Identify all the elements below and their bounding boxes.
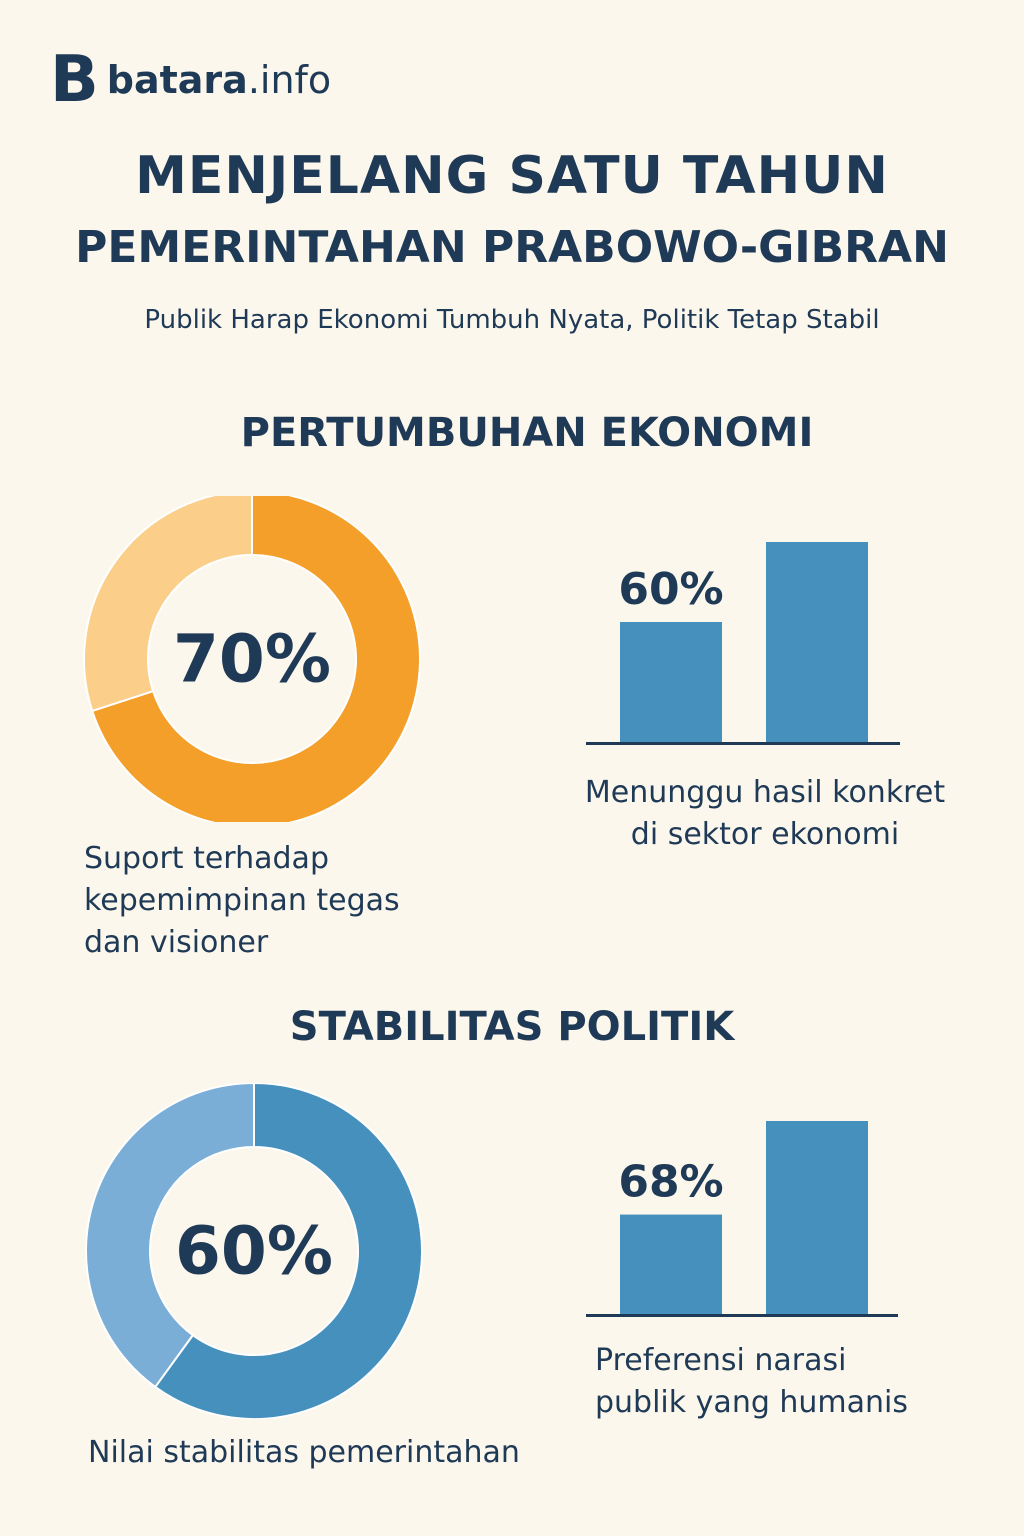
politics-bar-label-0: 68%	[618, 1156, 724, 1208]
economy-bar-caption-line-1: Menunggu hasil konkret	[584, 775, 946, 810]
economy-donut-chart	[82, 496, 422, 822]
politics-bar-caption-line-1: Preferensi narasi	[595, 1343, 847, 1378]
economy-bar-caption-line-2: di sektor ekonomi	[630, 817, 900, 852]
politics-bar-1	[766, 1121, 868, 1314]
economy-bar-0	[620, 622, 722, 742]
page-title-line-2: PEMERINTAHAN PRABOWO-GIBRAN	[75, 222, 949, 273]
politics-bar-svg	[580, 1110, 910, 1322]
politics-donut-caption-line-1: Nilai stabilitas pemerintahan	[88, 1435, 520, 1470]
economy-donut-caption	[84, 838, 400, 964]
politics-bar-caption-line-2: publik yang humanis	[595, 1385, 909, 1420]
brand-mark: B	[50, 43, 97, 117]
politics-donut-center-label: 60%	[175, 1212, 333, 1290]
economy-donut-center-label: 70%	[173, 620, 331, 698]
economy-bar-caption	[560, 772, 970, 856]
politics-donut-caption	[88, 1432, 520, 1474]
page-title-line-1: MENJELANG SATU TAHUN	[135, 146, 889, 206]
brand-name	[107, 58, 331, 102]
politics-bar-caption	[595, 1340, 908, 1424]
economy-bar-chart	[580, 520, 910, 750]
economy-bar-1	[766, 542, 868, 742]
brand-name-main: batara	[106, 58, 248, 102]
politics-donut-chart	[84, 1083, 424, 1419]
section-heading-politics: STABILITAS POLITIK	[289, 1004, 735, 1050]
brand-name-suffix: .info	[247, 58, 332, 102]
brand-logo	[50, 43, 332, 117]
politics-bar-chart	[580, 1110, 910, 1322]
economy-donut-caption-line-1: Suport terhadap	[84, 841, 329, 876]
economy-donut-caption-line-2: kepemimpinan tegas	[84, 883, 400, 918]
politics-bar-0	[620, 1215, 722, 1314]
economy-donut-caption-line-3: dan visioner	[84, 925, 269, 960]
economy-bar-svg	[580, 520, 910, 750]
section-heading-economy: PERTUMBUHAN EKONOMI	[240, 410, 814, 456]
economy-bar-label-0: 60%	[618, 564, 724, 615]
page-subtitle: Publik Harap Ekonomi Tumbuh Nyata, Politik Tetap Stabil	[144, 305, 880, 335]
